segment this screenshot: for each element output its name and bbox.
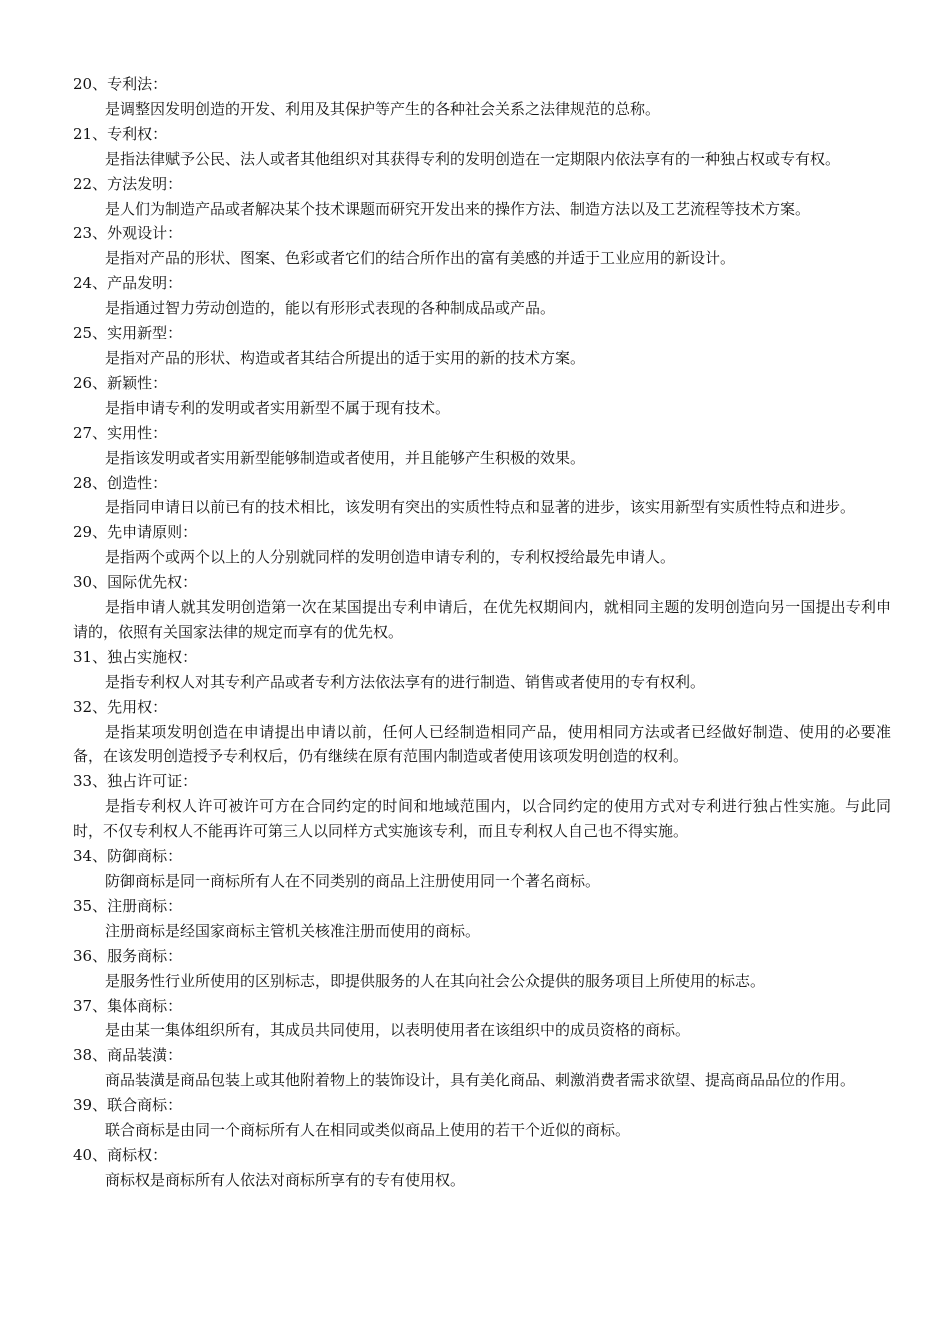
term-definition: 防御商标是同一商标所有人在不同类别的商品上注册使用同一个著名商标。	[105, 872, 601, 890]
term-heading: 24、产品发明：	[73, 274, 183, 293]
term-heading: 34、防御商标：	[73, 847, 183, 866]
term-heading: 36、服务商标：	[73, 946, 183, 965]
term-definition: 商标权是商标所有人依法对商标所享有的专有使用权。	[105, 1170, 466, 1189]
entry-practicality	[73, 421, 891, 471]
entry-patent-law	[73, 72, 891, 122]
entry-novelty	[73, 371, 891, 421]
entry-design	[73, 221, 891, 271]
term-definition: 是指同申请日以前已有的技术相比，该发明有突出的实质性特点和显著的进步，该实用新型有实质性特点和进步。	[105, 498, 856, 517]
term-heading: 37、集体商标：	[73, 996, 183, 1015]
entry-collective-mark	[73, 994, 891, 1044]
entry-product-invention	[73, 271, 891, 321]
term-definition: 是指专利权人对其专利产品或者专利方法依法享有的进行制造、销售或者使用的专有权利。	[105, 672, 706, 691]
term-definition: 是人们为制造产品或者解决某个技术课题而研究开发出来的操作方法、制造方法以及工艺流程等技术方案。	[105, 199, 811, 218]
term-definition: 联合商标是由同一个商标所有人在相同或类似商品上使用的若干个近似的商标。	[105, 1121, 631, 1140]
term-heading: 35、注册商标：	[73, 896, 183, 915]
term-definition: 是指申请人就其发明创造第一次在某国提出专利申请后，在优先权期间内，就相同主题的发明创造向另一国提出专利申请的，依照有关国家法律的规定而享有的优先权。	[73, 598, 891, 641]
entry-prior-use	[73, 695, 891, 770]
entry-service-mark	[73, 944, 891, 994]
term-heading: 30、国际优先权：	[73, 573, 198, 592]
term-definition: 是指对产品的形状、构造或者其结合所提出的适于实用的新的技术方案。	[105, 348, 586, 367]
term-heading: 22、方法发明：	[73, 174, 183, 193]
term-definition: 是指该发明或者实用新型能够制造或者使用，并且能够产生积极的效果。	[105, 448, 586, 467]
term-definition: 是指两个或两个以上的人分别就同样的发明创造申请专利的，专利权授给最先申请人。	[105, 548, 676, 567]
entry-exclusive-license	[73, 769, 891, 844]
entry-defensive-trademark	[73, 844, 891, 894]
term-heading: 29、先申请原则：	[73, 523, 198, 542]
term-heading: 28、创造性：	[73, 473, 168, 492]
entry-inventiveness	[73, 471, 891, 521]
entry-utility-model	[73, 321, 891, 371]
term-heading: 32、先用权：	[73, 697, 168, 716]
entry-international-priority	[73, 570, 891, 645]
term-heading: 40、商标权：	[73, 1145, 168, 1164]
term-definition: 商品装潢是商品包装上或其他附着物上的装饰设计，具有美化商品、刺激消费者需求欲望、提高商品品位的作用。	[105, 1071, 856, 1090]
term-definition: 是指申请专利的发明或者实用新型不属于现有技术。	[105, 398, 451, 417]
term-definition: 是由某一集体组织所有，其成员共同使用，以表明使用者在该组织中的成员资格的商标。	[105, 1021, 691, 1040]
term-heading: 38、商品装潢：	[73, 1046, 183, 1065]
term-definition: 是指通过智力劳动创造的，能以有形形式表现的各种制成品或产品。	[105, 299, 556, 318]
term-definition: 是指法律赋予公民、法人或者其他组织对其获得专利的发明创造在一定期限内依法享有的一种独占权或专有权。	[105, 149, 841, 168]
term-heading: 27、实用性：	[73, 423, 168, 442]
term-heading: 23、外观设计：	[73, 224, 183, 243]
term-definition: 注册商标是经国家商标主管机关核准注册而使用的商标。	[105, 921, 481, 940]
entry-method-invention	[73, 172, 891, 222]
entry-patent-right	[73, 122, 891, 172]
term-definition: 是指专利权人许可被许可方在合同约定的时间和地域范围内，以合同约定的使用方式对专利进行独占性实施。与此同时，不仅专利权人不能再许可第三人以同样方式实施该专利，而且专利权人自己也不得实施。	[73, 797, 891, 841]
entry-associated-mark	[73, 1093, 891, 1143]
term-definition: 是调整因发明创造的开发、利用及其保护等产生的各种社会关系之法律规范的总称。	[105, 99, 661, 118]
term-heading: 33、独占许可证：	[73, 772, 198, 791]
term-heading: 26、新颖性：	[73, 373, 168, 392]
term-definition: 是服务性行业所使用的区别标志，即提供服务的人在其向社会公众提供的服务项目上所使用的标志。	[105, 971, 766, 990]
term-definition: 是指对产品的形状、图案、色彩或者它们的结合所作出的富有美感的并适于工业应用的新设计。	[105, 249, 736, 268]
term-heading: 25、实用新型：	[73, 324, 183, 343]
term-heading: 21、专利权：	[73, 124, 168, 143]
entry-registered-trademark	[73, 894, 891, 944]
term-heading: 31、独占实施权：	[73, 647, 198, 666]
term-definition: 是指某项发明创造在申请提出申请以前，任何人已经制造相同产品，使用相同方法或者已经做好制造、使用的必要准备，在该发明创造授予专利权后，仍有继续在原有范围内制造或者使用该项发明创造的权利。	[73, 722, 891, 766]
document-body	[73, 72, 891, 1193]
entry-first-to-file	[73, 520, 891, 570]
term-heading: 20、专利法：	[73, 75, 168, 93]
entry-exclusive-exploitation	[73, 645, 891, 695]
entry-trade-dress	[73, 1043, 891, 1093]
entry-trademark-right	[73, 1143, 891, 1193]
term-heading: 39、联合商标：	[73, 1096, 183, 1115]
